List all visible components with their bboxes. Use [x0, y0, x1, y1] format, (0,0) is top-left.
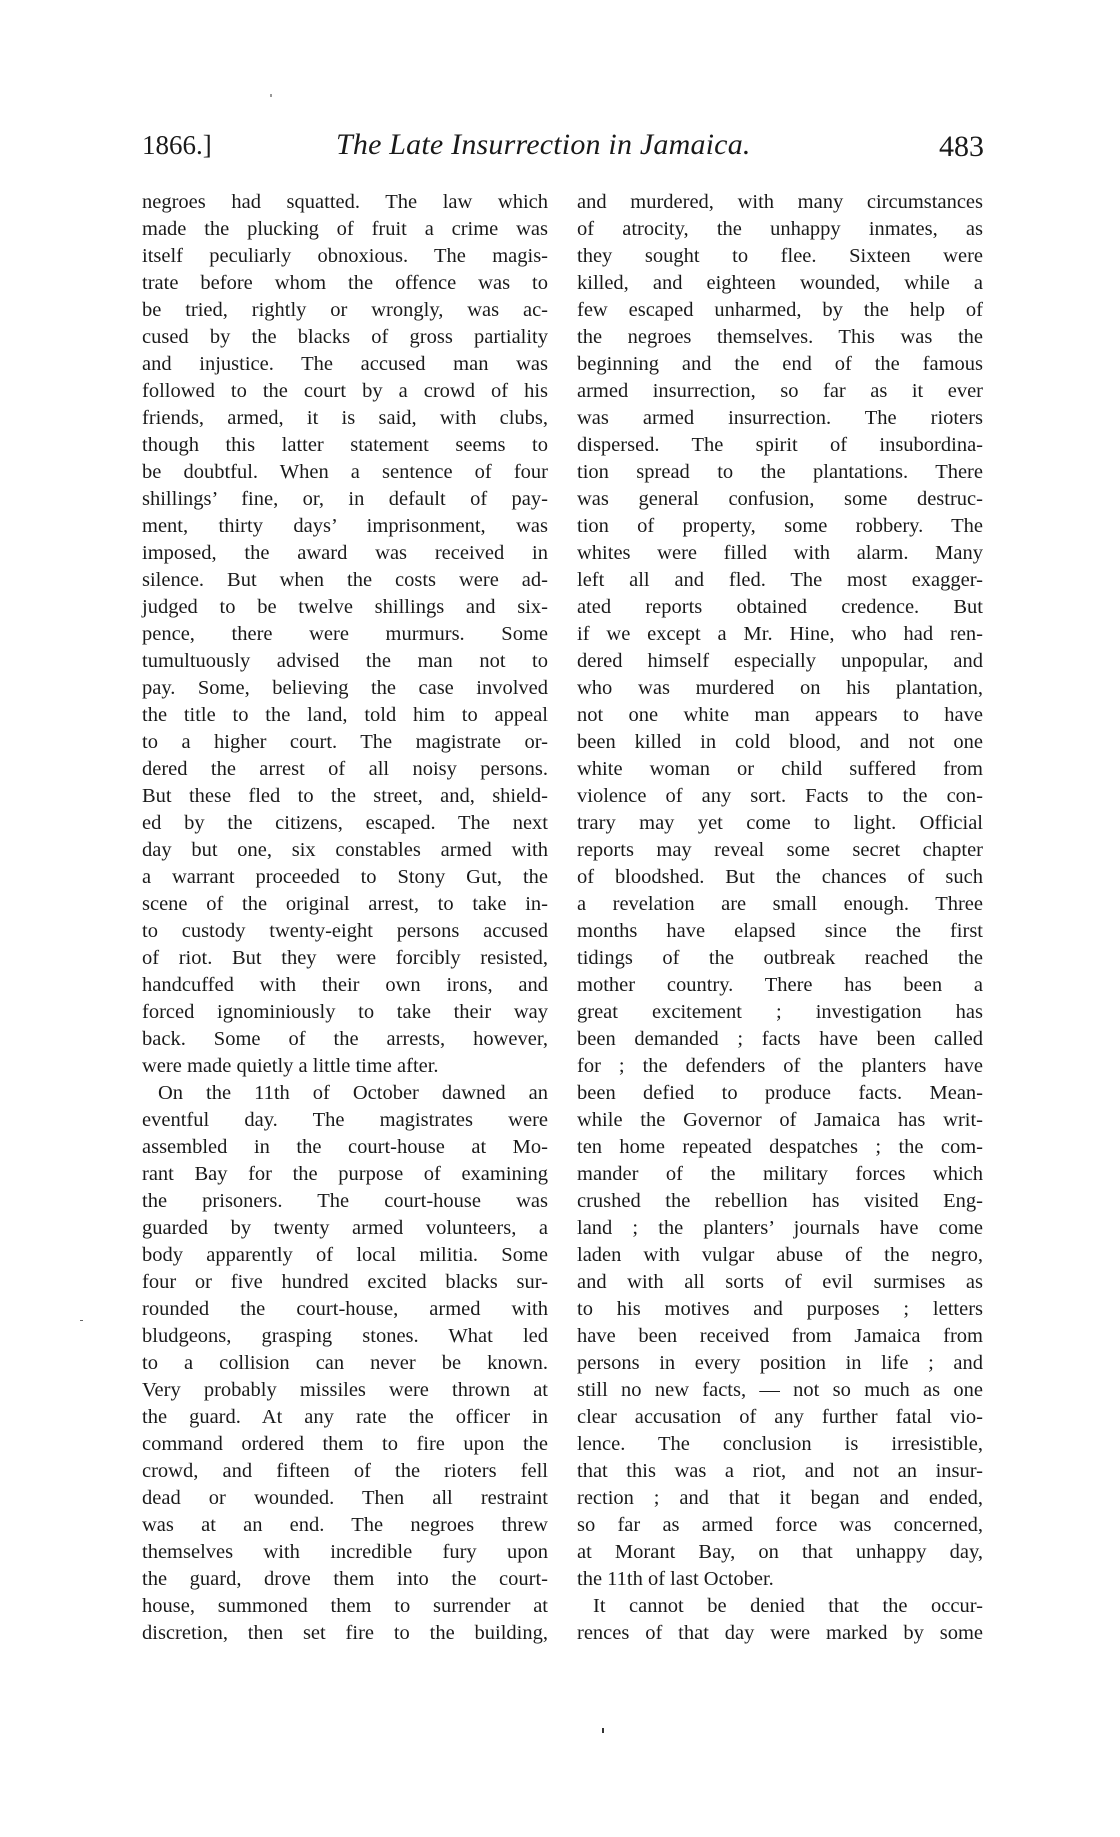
left-text-column — [142, 189, 548, 1647]
text-line: Very probably missiles were thrown at — [142, 1379, 548, 1401]
text-line: house, summoned them to surrender at — [142, 1595, 548, 1617]
scan-speck — [602, 1728, 604, 1733]
text-line: months have elapsed since the first — [577, 920, 983, 942]
text-line: crowd, and fifteen of the rioters fell — [142, 1460, 548, 1482]
text-line: of bloodshed. But the chances of such — [577, 866, 983, 888]
text-line: command ordered them to fire upon the — [142, 1433, 548, 1455]
text-line: violence of any sort. Facts to the con- — [577, 785, 983, 807]
text-line: while the Governor of Jamaica has writ- — [577, 1109, 983, 1131]
text-line: followed to the court by a crowd of his — [142, 380, 548, 402]
text-line: left all and fled. The most exagger- — [577, 569, 983, 591]
text-line: silence. But when the costs were ad- — [142, 569, 548, 591]
text-line: have been received from Jamaica from — [577, 1325, 983, 1347]
text-line: been demanded ; facts have been called — [577, 1028, 983, 1050]
text-line: pay. Some, believing the case involved — [142, 677, 548, 699]
text-line: tion spread to the plantations. There — [577, 461, 983, 483]
text-line: to custody twenty-eight persons accused — [142, 920, 548, 942]
scan-speck — [270, 94, 272, 97]
text-line: eventful day. The magistrates were — [142, 1109, 548, 1131]
text-line: to a collision can never be known. — [142, 1352, 548, 1374]
text-line: for ; the defenders of the planters have — [577, 1055, 983, 1077]
text-line: few escaped unharmed, by the help of — [577, 299, 983, 321]
text-line: armed insurrection, so far as it ever — [577, 380, 983, 402]
text-line: killed, and eighteen wounded, while a — [577, 272, 983, 294]
right-text-column — [577, 189, 983, 1647]
text-line: they sought to flee. Sixteen were — [577, 245, 983, 267]
text-line: On the 11th of October dawned an — [158, 1082, 548, 1104]
text-line: whites were filled with alarm. Many — [577, 542, 983, 564]
text-line: discretion, then set fire to the building, — [142, 1622, 548, 1644]
text-line: bludgeons, grasping stones. What led — [142, 1325, 548, 1347]
text-line: the prisoners. The court-house was — [142, 1190, 548, 1212]
running-head-title: The Late Insurrection in Jamaica. — [336, 128, 751, 161]
text-line: and with all sorts of evil surmises as — [577, 1271, 983, 1293]
text-line: ment, thirty days’ imprisonment, was — [142, 515, 548, 537]
text-line: persons in every position in life ; and — [577, 1352, 983, 1374]
text-line: been killed in cold blood, and not one — [577, 731, 983, 753]
text-line: the negroes themselves. This was the — [577, 326, 983, 348]
text-line: been defied to produce facts. Mean- — [577, 1082, 983, 1104]
text-line: shillings’ fine, or, in default of pay- — [142, 488, 548, 510]
text-line: friends, armed, it is said, with clubs, — [142, 407, 548, 429]
text-line: who was murdered on his plantation, — [577, 677, 983, 699]
text-line: a warrant proceeded to Stony Gut, the — [142, 866, 548, 888]
text-line: dead or wounded. Then all restraint — [142, 1487, 548, 1509]
text-line: beginning and the end of the famous — [577, 353, 983, 375]
text-line: four or five hundred excited blacks sur- — [142, 1271, 548, 1293]
text-line: cused by the blacks of gross partiality — [142, 326, 548, 348]
text-line: of riot. But they were forcibly resisted, — [142, 947, 548, 969]
text-line: was at an end. The negroes threw — [142, 1514, 548, 1536]
text-line: negroes had squatted. The law which — [142, 191, 548, 213]
text-line: ten home repeated despatches ; the com- — [577, 1136, 983, 1158]
text-line: rounded the court-house, armed with — [142, 1298, 548, 1320]
text-line: made the plucking of fruit a crime was — [142, 218, 548, 240]
text-line: a revelation are small enough. Three — [577, 893, 983, 915]
text-line: still no new facts, — not so much as one — [577, 1379, 983, 1401]
text-line: great excitement ; investigation has — [577, 1001, 983, 1023]
text-line: tumultuously advised the man not to — [142, 650, 548, 672]
text-line: body apparently of local militia. Some — [142, 1244, 548, 1266]
text-line: though this latter statement seems to — [142, 434, 548, 456]
text-line: forced ignominiously to take their way — [142, 1001, 548, 1023]
text-line: crushed the rebellion has visited Eng- — [577, 1190, 983, 1212]
text-line: mander of the military forces which — [577, 1163, 983, 1185]
text-line: be tried, rightly or wrongly, was ac- — [142, 299, 548, 321]
text-line: day but one, six constables armed with — [142, 839, 548, 861]
text-line: land ; the planters’ journals have come — [577, 1217, 983, 1239]
text-line: not one white man appears to have — [577, 704, 983, 726]
text-line: rection ; and that it began and ended, — [577, 1487, 983, 1509]
text-line: so far as armed force was concerned, — [577, 1514, 983, 1536]
text-line: guarded by twenty armed volunteers, a — [142, 1217, 548, 1239]
text-line: rences of that day were marked by some — [577, 1622, 983, 1644]
text-line: the guard. At any rate the officer in — [142, 1406, 548, 1428]
text-line: themselves with incredible fury upon — [142, 1541, 548, 1563]
text-line: mother country. There has been a — [577, 974, 983, 996]
text-line: that this was a riot, and not an insur- — [577, 1460, 983, 1482]
text-line: pence, there were murmurs. Some — [142, 623, 548, 645]
text-line: tion of property, some robbery. The — [577, 515, 983, 537]
text-line: be doubtful. When a sentence of four — [142, 461, 548, 483]
text-line: dered the arrest of all noisy persons. — [142, 758, 548, 780]
text-line: were made quietly a little time after. — [142, 1055, 439, 1077]
text-line: ed by the citizens, escaped. The next — [142, 812, 548, 834]
text-line: ated reports obtained credence. But — [577, 596, 983, 618]
running-head — [142, 126, 984, 170]
text-line: to his motives and purposes ; letters — [577, 1298, 983, 1320]
text-line: trate before whom the offence was to — [142, 272, 548, 294]
text-line: of atrocity, the unhappy inmates, as — [577, 218, 983, 240]
text-line: dered himself especially unpopular, and — [577, 650, 983, 672]
page-number: 483 — [939, 130, 984, 163]
text-line: laden with vulgar abuse of the negro, — [577, 1244, 983, 1266]
text-line: lence. The conclusion is irresistible, — [577, 1433, 983, 1455]
text-line: tidings of the outbreak reached the — [577, 947, 983, 969]
text-line: assembled in the court-house at Mo- — [142, 1136, 548, 1158]
scan-speck — [80, 1320, 83, 1321]
text-line: at Morant Bay, on that unhappy day, — [577, 1541, 983, 1563]
running-head-year: 1866.] — [142, 130, 212, 160]
text-line: the title to the land, told him to appeal — [142, 704, 548, 726]
text-line: was armed insurrection. The rioters — [577, 407, 983, 429]
text-line: the 11th of last October. — [577, 1568, 774, 1590]
text-line: scene of the original arrest, to take in- — [142, 893, 548, 915]
text-line: imposed, the award was received in — [142, 542, 548, 564]
text-line: judged to be twelve shillings and six- — [142, 596, 548, 618]
text-line: handcuffed with their own irons, and — [142, 974, 548, 996]
text-line: if we except a Mr. Hine, who had ren- — [577, 623, 983, 645]
text-line: rant Bay for the purpose of examining — [142, 1163, 548, 1185]
text-line: It cannot be denied that the occur- — [593, 1595, 983, 1617]
text-line: back. Some of the arrests, however, — [142, 1028, 548, 1050]
text-line: and injustice. The accused man was — [142, 353, 548, 375]
text-line: to a higher court. The magistrate or- — [142, 731, 548, 753]
text-line: itself peculiarly obnoxious. The magis- — [142, 245, 548, 267]
text-line: white woman or child suffered from — [577, 758, 983, 780]
text-line: reports may reveal some secret chapter — [577, 839, 983, 861]
text-line: But these fled to the street, and, shield- — [142, 785, 548, 807]
text-line: clear accusation of any further fatal vio- — [577, 1406, 983, 1428]
text-line: and murdered, with many circumstances — [577, 191, 983, 213]
text-line: trary may yet come to light. Official — [577, 812, 983, 834]
text-line: dispersed. The spirit of insubordina- — [577, 434, 983, 456]
text-line: the guard, drove them into the court- — [142, 1568, 548, 1590]
text-line: was general confusion, some destruc- — [577, 488, 983, 510]
